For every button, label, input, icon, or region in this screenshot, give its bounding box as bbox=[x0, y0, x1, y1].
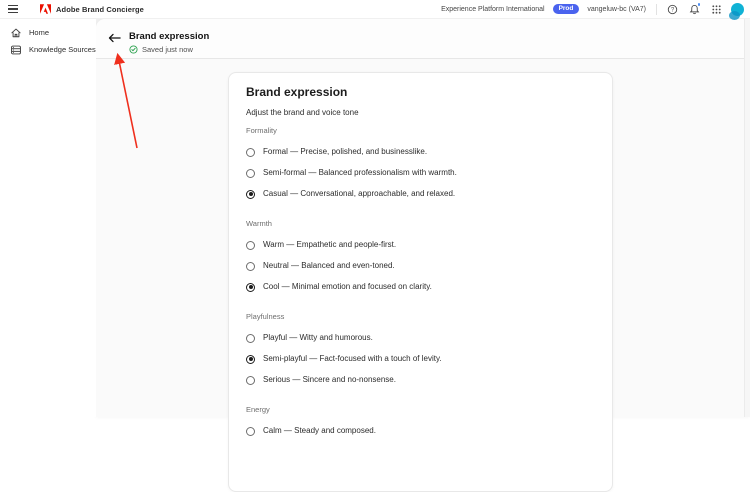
scrollbar[interactable] bbox=[744, 19, 750, 417]
group-label: Warmth bbox=[246, 219, 272, 228]
radio-label: Casual — Conversational, approachable, and relaxed. bbox=[263, 189, 456, 198]
page-title: Brand expression bbox=[129, 31, 210, 42]
content-area bbox=[96, 72, 750, 435]
radio-group-formality bbox=[246, 126, 594, 199]
radio-button[interactable] bbox=[246, 262, 255, 271]
card-title: Brand expression bbox=[246, 85, 348, 99]
back-button[interactable] bbox=[106, 33, 123, 43]
notification-dot bbox=[697, 2, 702, 7]
radio-option[interactable] bbox=[246, 240, 594, 250]
radio-option[interactable] bbox=[246, 333, 594, 343]
help-icon[interactable] bbox=[665, 2, 679, 16]
apps-grid-icon[interactable] bbox=[709, 2, 723, 16]
app-title: Adobe Brand Concierge bbox=[56, 4, 144, 14]
notifications-bell-icon[interactable] bbox=[687, 2, 701, 16]
radio-button[interactable] bbox=[246, 376, 255, 385]
page-header-text bbox=[129, 32, 209, 54]
brand bbox=[40, 4, 144, 14]
radio-option[interactable] bbox=[246, 189, 594, 199]
radio-option[interactable] bbox=[246, 282, 594, 292]
database-icon bbox=[10, 44, 22, 56]
radio-button[interactable] bbox=[246, 334, 255, 343]
radio-option[interactable] bbox=[246, 354, 594, 364]
main-panel bbox=[96, 19, 750, 435]
radio-label: Calm — Steady and composed. bbox=[263, 426, 376, 435]
radio-button[interactable] bbox=[246, 169, 255, 178]
radio-label: Neutral — Balanced and even-toned. bbox=[263, 261, 395, 270]
radio-label: Cool — Minimal emotion and focused on clarity. bbox=[263, 282, 432, 291]
radio-button[interactable] bbox=[246, 190, 255, 199]
sidebar bbox=[0, 19, 96, 417]
sandbox-name[interactable]: vangeluw-bc (VA7) bbox=[587, 5, 646, 13]
divider bbox=[656, 4, 657, 15]
radio-group-energy bbox=[246, 405, 594, 436]
menu-icon[interactable] bbox=[8, 2, 26, 16]
radio-button[interactable] bbox=[246, 241, 255, 250]
group-label: Formality bbox=[246, 126, 277, 135]
page-header bbox=[96, 19, 750, 59]
radio-button[interactable] bbox=[246, 283, 255, 292]
card-subtitle: Adjust the brand and voice tone bbox=[246, 108, 359, 117]
radio-group-warmth bbox=[246, 219, 594, 292]
group-label: Energy bbox=[246, 405, 270, 414]
radio-label: Playful — Witty and humorous. bbox=[263, 333, 373, 342]
radio-group-playfulness bbox=[246, 312, 594, 385]
topbar bbox=[0, 0, 750, 19]
org-label: Experience Platform International bbox=[441, 5, 545, 13]
brand-expression-card bbox=[228, 72, 613, 492]
svg-text:?: ? bbox=[670, 7, 674, 14]
radio-label: Warm — Empathetic and people-first. bbox=[263, 240, 397, 249]
radio-button[interactable] bbox=[246, 148, 255, 157]
radio-option[interactable] bbox=[246, 168, 594, 178]
back-arrow-icon bbox=[108, 33, 121, 43]
radio-label: Semi-formal — Balanced professionalism with warmth. bbox=[263, 168, 457, 177]
radio-button[interactable] bbox=[246, 427, 255, 436]
radio-button[interactable] bbox=[246, 355, 255, 364]
sandbox-badge[interactable]: Prod bbox=[553, 4, 580, 15]
sidebar-item-label: Home bbox=[29, 28, 50, 37]
radio-option[interactable] bbox=[246, 426, 594, 436]
sidebar-item-label: Knowledge Sources bbox=[29, 45, 96, 54]
avatar[interactable] bbox=[731, 3, 744, 16]
home-icon bbox=[10, 27, 22, 39]
check-circle-icon bbox=[129, 45, 138, 54]
sidebar-item-home[interactable] bbox=[0, 24, 96, 41]
radio-option[interactable] bbox=[246, 261, 594, 271]
sidebar-item-knowledge-sources[interactable] bbox=[0, 41, 96, 58]
radio-option[interactable] bbox=[246, 147, 594, 157]
save-status bbox=[129, 45, 209, 54]
status-text: Saved just now bbox=[142, 45, 193, 55]
radio-label: Serious — Sincere and no-nonsense. bbox=[263, 375, 396, 384]
group-label: Playfulness bbox=[246, 312, 285, 321]
radio-label: Semi-playful — Fact-focused with a touch of levity. bbox=[263, 354, 442, 363]
radio-label: Formal — Precise, polished, and businesslike. bbox=[263, 147, 428, 156]
topbar-right bbox=[441, 2, 744, 16]
adobe-logo-icon bbox=[40, 4, 51, 14]
radio-option[interactable] bbox=[246, 375, 594, 385]
